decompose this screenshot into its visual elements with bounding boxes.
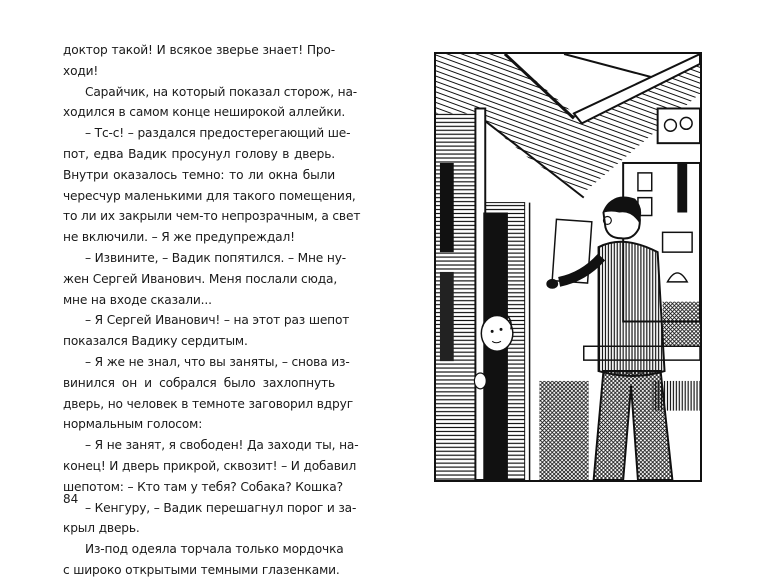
paragraph-first-line: – Я же не знал, что вы заняты, – снова из- [85,354,350,369]
text-line: чересчур маленькими для такого помещения, [63,188,356,203]
text-line: шепотом: – Кто там у тебя? Собака? Кошка? [63,479,343,494]
paragraph-first-line: – Извините, – Вадик попятился. – Мне ну- [85,250,347,265]
text-line: показался Вадику сердитым. [63,334,248,349]
text-line: пот, едва Вадик просунул голову в дверь. [63,146,335,161]
door-frame [436,108,525,480]
illustration-drawing [436,54,700,480]
paragraph-first-line: Из-под одеяла торчала только мордочка [85,542,344,557]
back-wall [530,203,592,480]
text-line: нормальным голосом: [63,417,203,432]
paragraph-first-line: – Я Сергей Иванович! – на этот раз шепот [85,313,350,328]
text-line: жен Сергей Иванович. Меня послали сюда, [63,271,338,286]
illustration [434,52,702,482]
paragraph-first-line: Сарайчик, на который показал сторож, на- [85,84,358,99]
paragraph-first-line: – Я не занят, я свободен! Да заходи ты, на- [85,438,359,453]
text-line: конец! И дверь прикрой, сквозит! – И добавил [63,458,357,473]
text-page [63,40,361,581]
text-line: не включили. – Я же предупреждал! [63,230,295,245]
text-line: Внутри оказалось темно: то ли окна были [63,167,335,182]
paragraph-first-line: – Кенгуру, – Вадик перешагнул порог и за- [85,500,357,515]
text-line: мне на входе сказали... [63,292,212,307]
body-text [63,40,361,581]
page-number: 84 [63,492,79,506]
text-line: ходи! [63,63,99,78]
text-line: доктор такой! И всякое зверье знает! Про- [63,43,335,57]
text-line: винился он и собрался было захлопнуть [63,375,335,390]
text-line: с широко открытыми темными глазенками. [63,562,340,577]
paragraph-first-line: – Тс-с! – раздался предостерегающий ше- [85,126,351,141]
text-line: крыл дверь. [63,521,140,536]
text-line: дверь, но человек в темноте заговорил вдруг [63,396,353,411]
text-line: ходился в самом конце неширокой аллейки. [63,105,346,120]
text-line: то ли их закрыли чем-то непрозрачным, а свет [63,209,361,224]
